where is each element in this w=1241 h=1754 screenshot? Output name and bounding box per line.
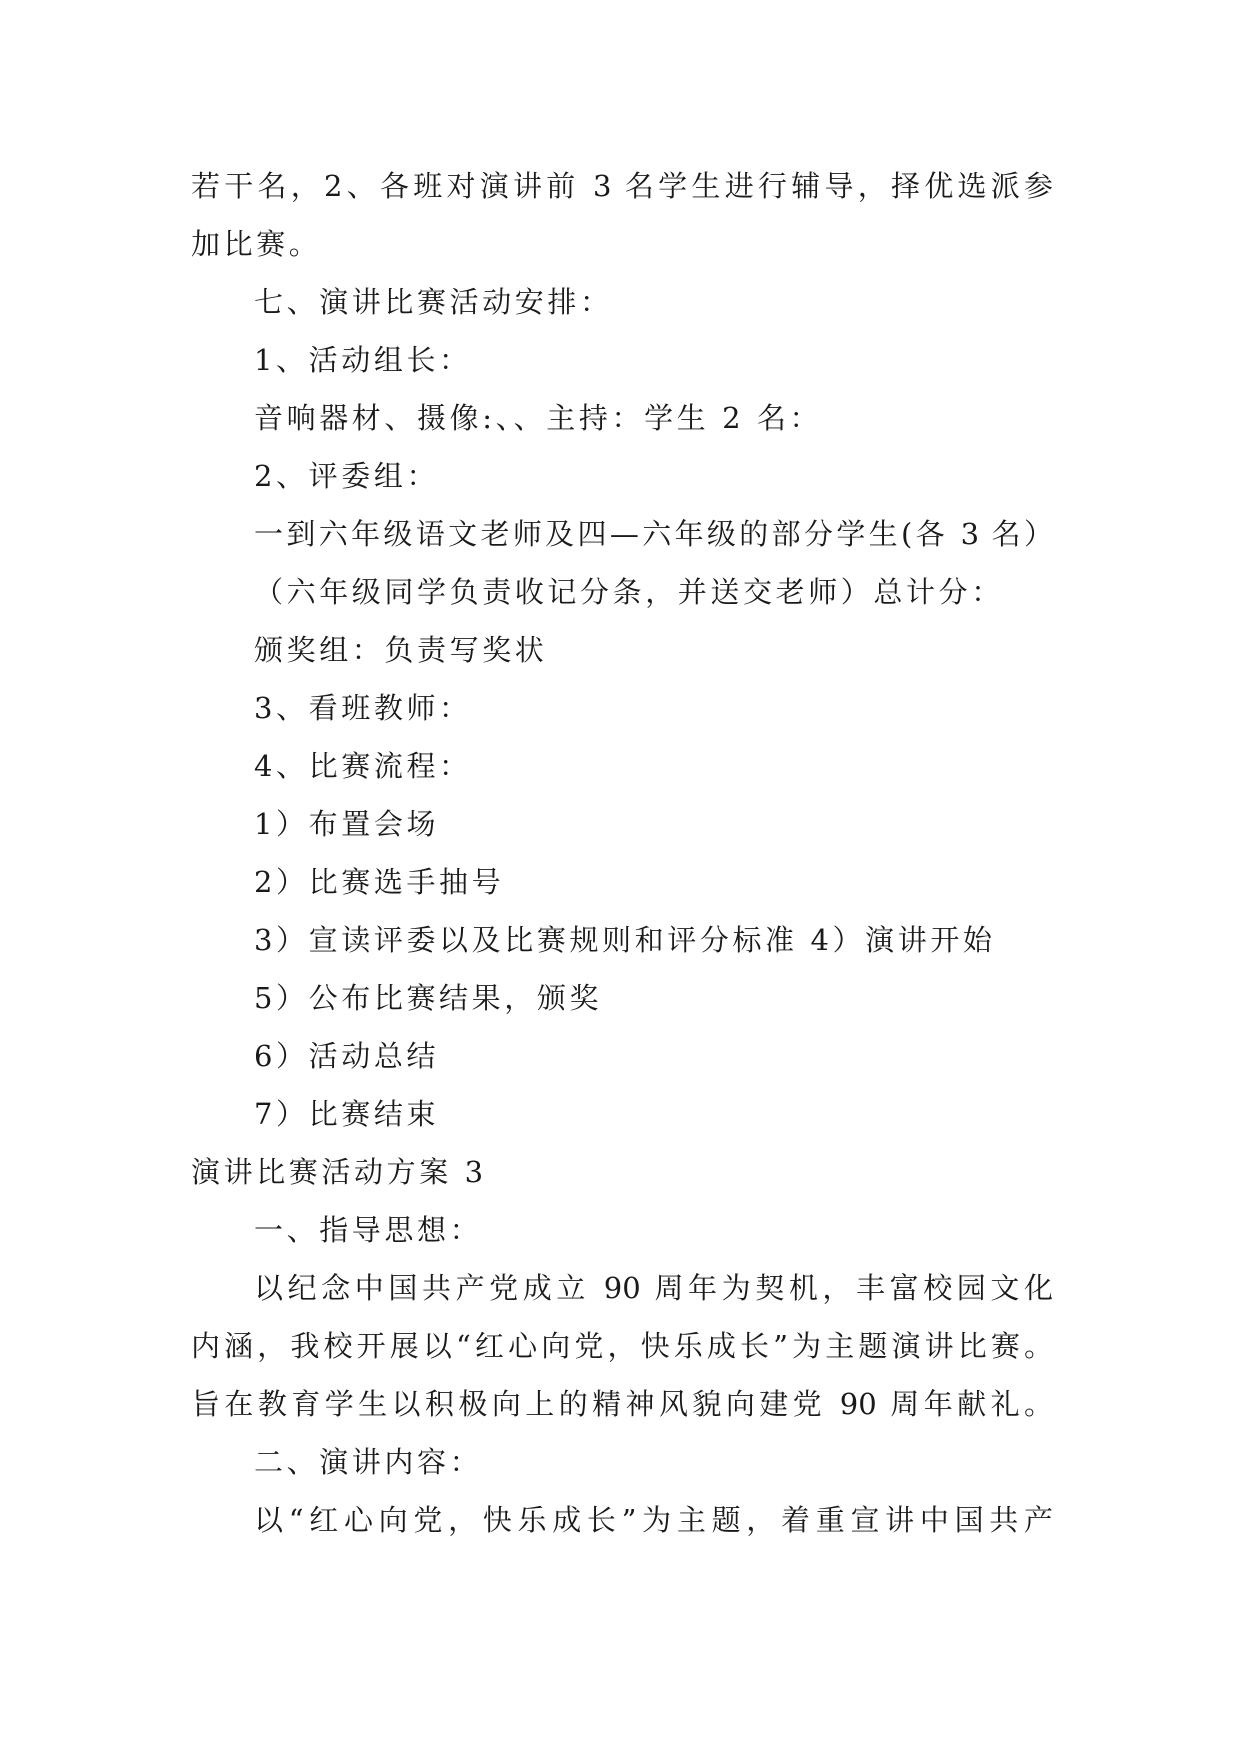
text-line-7: 一到六年级语文老师及四—六年级的部分学生(各 3 名） [254, 517, 1053, 551]
paragraph-line-3: 旨在教育学生以积极向上的精神风貌向建党 90 周年献礼。 [191, 1387, 1053, 1421]
list-item-1: 1）布置会场 [254, 807, 440, 841]
list-item-2: 2）比赛选手抽号 [254, 865, 505, 899]
section-heading-2: 二、演讲内容： [254, 1445, 483, 1479]
document-section-title: 演讲比赛活动方案 3 [191, 1155, 487, 1189]
list-item-7: 7）比赛结束 [254, 1097, 440, 1131]
text-line-5: 音响器材、摄像:、、主持：学生 2 名： [254, 401, 823, 435]
paragraph-line-1: 以纪念中国共产党成立 90 周年为契机，丰富校园文化 [254, 1271, 1053, 1305]
text-line-6: 2、评委组： [254, 459, 440, 493]
list-item-6: 6）活动总结 [254, 1039, 440, 1073]
text-line-10: 3、看班教师： [254, 691, 472, 725]
text-line-1: 若干名，2、各班对演讲前 3 名学生进行辅导，择优选派参 [191, 169, 1053, 203]
list-item-3: 3）宣读评委以及比赛规则和评分标准 4）演讲开始 [254, 923, 996, 957]
paragraph-line-4: 以“红心向党，快乐成长”为主题，着重宣讲中国共产 [254, 1503, 1053, 1537]
text-line-4: 1、活动组长： [254, 343, 472, 377]
section-heading-7: 七、演讲比赛活动安排： [254, 285, 613, 319]
list-item-5: 5）公布比赛结果，颁奖 [254, 981, 603, 1015]
text-line-9: 颁奖组：负责写奖状 [254, 633, 548, 667]
section-heading-1: 一、指导思想： [254, 1213, 483, 1247]
text-line-11: 4、比赛流程： [254, 749, 472, 783]
paragraph-line-2: 内涵，我校开展以“红心向党，快乐成长”为主题演讲比赛。 [191, 1329, 1053, 1363]
text-line-8: （六年级同学负责收记分条，并送交老师）总计分： [254, 575, 1004, 609]
text-line-2: 加比赛。 [191, 227, 322, 261]
